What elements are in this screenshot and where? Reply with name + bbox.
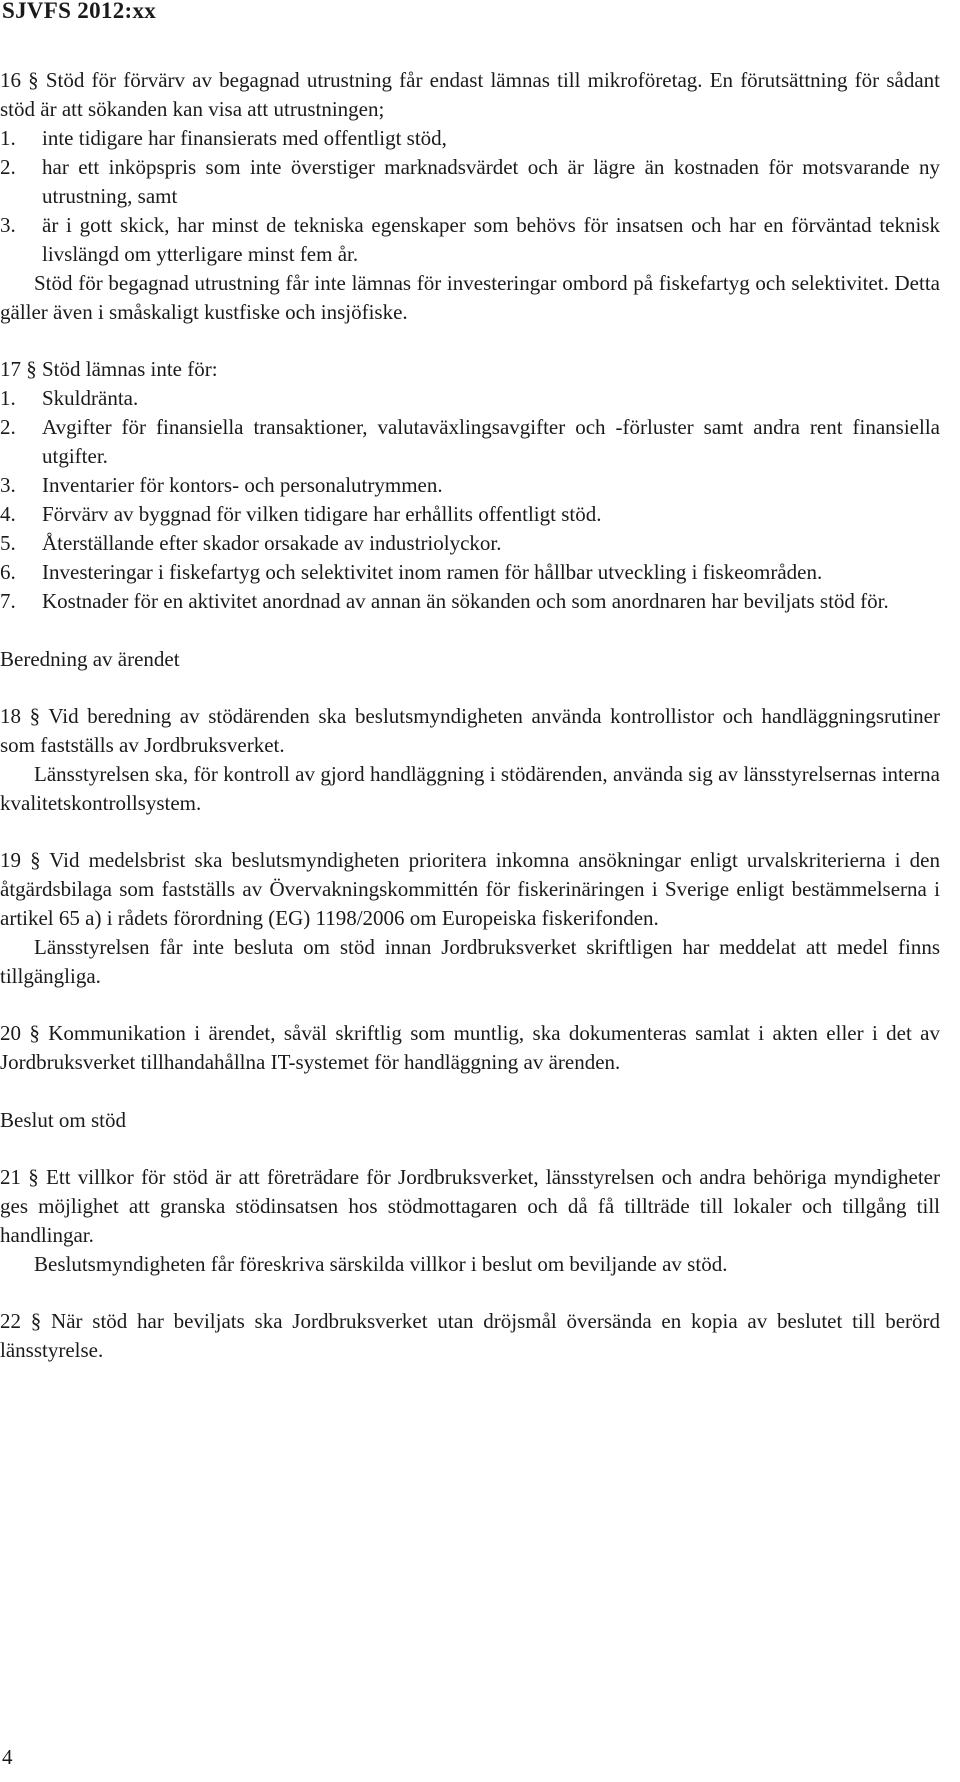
section-17-intro: 17 § Stöd lämnas inte för: <box>0 357 218 381</box>
list-item-text: är i gott skick, har minst de tekniska egenskaper som behövs för insatsen och har en förväntad teknisk livslängd om ytterligare minst fem år. <box>42 213 940 266</box>
list-item <box>0 413 940 471</box>
list-item-text: inte tidigare har finansierats med offentligt stöd, <box>42 126 447 150</box>
list-item <box>0 153 940 211</box>
list-item-number: 1. <box>0 386 16 410</box>
list-item-text: Avgifter för finansiella transaktioner, valutaväxlingsavgifter och -förluster samt andra rent finansiella utgifter. <box>42 415 940 468</box>
list-item <box>0 529 940 558</box>
list-item-number: 3. <box>0 213 16 237</box>
document-body <box>0 66 940 1365</box>
list-item-number: 5. <box>0 531 16 555</box>
list-item-number: 7. <box>0 589 16 613</box>
list-item <box>0 500 940 529</box>
list-item-text: Förvärv av byggnad för vilken tidigare har erhållits offentligt stöd. <box>42 502 602 526</box>
list-item-text: Skuldränta. <box>42 386 139 410</box>
list-item-number: 6. <box>0 560 16 584</box>
document-header: SJVFS 2012:xx <box>2 0 157 23</box>
list-item-number: 2. <box>0 415 16 439</box>
list-item <box>0 211 940 269</box>
list-item <box>0 471 940 500</box>
list-item <box>0 124 940 153</box>
heading-beslut: Beslut om stöd <box>0 1108 127 1132</box>
section-21-paragraph-2: Beslutsmyndigheten får föreskriva särskilda villkor i beslut om beviljande av stöd. <box>34 1252 728 1276</box>
list-item-text: Återställande efter skador orsakade av industriolyckor. <box>42 531 502 555</box>
list-item <box>0 587 940 616</box>
page-number: 4 <box>2 1745 13 1769</box>
list-item <box>0 558 940 587</box>
section-19-paragraph-1: 19 § Vid medelsbrist ska beslutsmyndigheten prioritera inkomna ansökningar enligt urvalskriterierna i den åtgärdsbilaga som fastställs av Övervakningskommittén för fiskerinäringen i Sverige enligt bestämmelserna i artikel 65 a) i rådets förordning (EG) 1198/2006 om Europeiska fiskerifonden. <box>0 848 940 930</box>
list-item-number: 3. <box>0 473 16 497</box>
list-item-number: 4. <box>0 502 16 526</box>
section-16-intro: 16 § Stöd för förvärv av begagnad utrustning får endast lämnas till mikroföretag. En förutsättning för sådant stöd är att sökanden kan visa att utrustningen; <box>0 68 940 121</box>
section-18-paragraph-2: Länsstyrelsen ska, för kontroll av gjord handläggning i stödärenden, använda sig av länsstyrelsernas interna kvalitetskontrollsystem. <box>0 762 940 815</box>
list-item-text: Investeringar i fiskefartyg och selektivitet inom ramen för hållbar utveckling i fiskeområden. <box>42 560 823 584</box>
list-item-number: 1. <box>0 126 16 150</box>
heading-beredning: Beredning av ärendet <box>0 647 180 671</box>
list-item-number: 2. <box>0 155 16 179</box>
section-21-paragraph-1: 21 § Ett villkor för stöd är att företrädare för Jordbruksverket, länsstyrelsen och andra behöriga myndigheter ges möjlighet att granska stödinsatsen hos stödmottagaren och då få tillträde till lokaler och tillgång till handlingar. <box>0 1165 940 1247</box>
list-item-text: Kostnader för en aktivitet anordnad av annan än sökanden och som anordnaren har beviljats stöd för. <box>42 589 889 613</box>
section-18-paragraph-1: 18 § Vid beredning av stödärenden ska beslutsmyndigheten använda kontrollistor och handläggningsrutiner som fastställs av Jordbruksverket. <box>0 704 940 757</box>
section-16-paragraph-2: Stöd för begagnad utrustning får inte lämnas för investeringar ombord på fiskefartyg och selektivitet. Detta gäller även i småskaligt kustfiske och insjöfiske. <box>0 271 940 324</box>
list-item-text: Inventarier för kontors- och personalutrymmen. <box>42 473 443 497</box>
list-item <box>0 384 940 413</box>
section-19-paragraph-2: Länsstyrelsen får inte besluta om stöd innan Jordbruksverket skriftligen har meddelat att medel finns tillgängliga. <box>0 935 940 988</box>
section-20-paragraph-1: 20 § Kommunikation i ärendet, såväl skriftlig som muntlig, ska dokumenteras samlat i akten eller i det av Jordbruksverket tillhandahållna IT-systemet för handläggning av ärenden. <box>0 1021 940 1074</box>
list-item-text: har ett inköpspris som inte överstiger marknadsvärdet och är lägre än kostnaden för motsvarande ny utrustning, samt <box>42 155 940 208</box>
section-22-paragraph-1: 22 § När stöd har beviljats ska Jordbruksverket utan dröjsmål översända en kopia av beslutet till berörd länsstyrelse. <box>0 1309 940 1362</box>
